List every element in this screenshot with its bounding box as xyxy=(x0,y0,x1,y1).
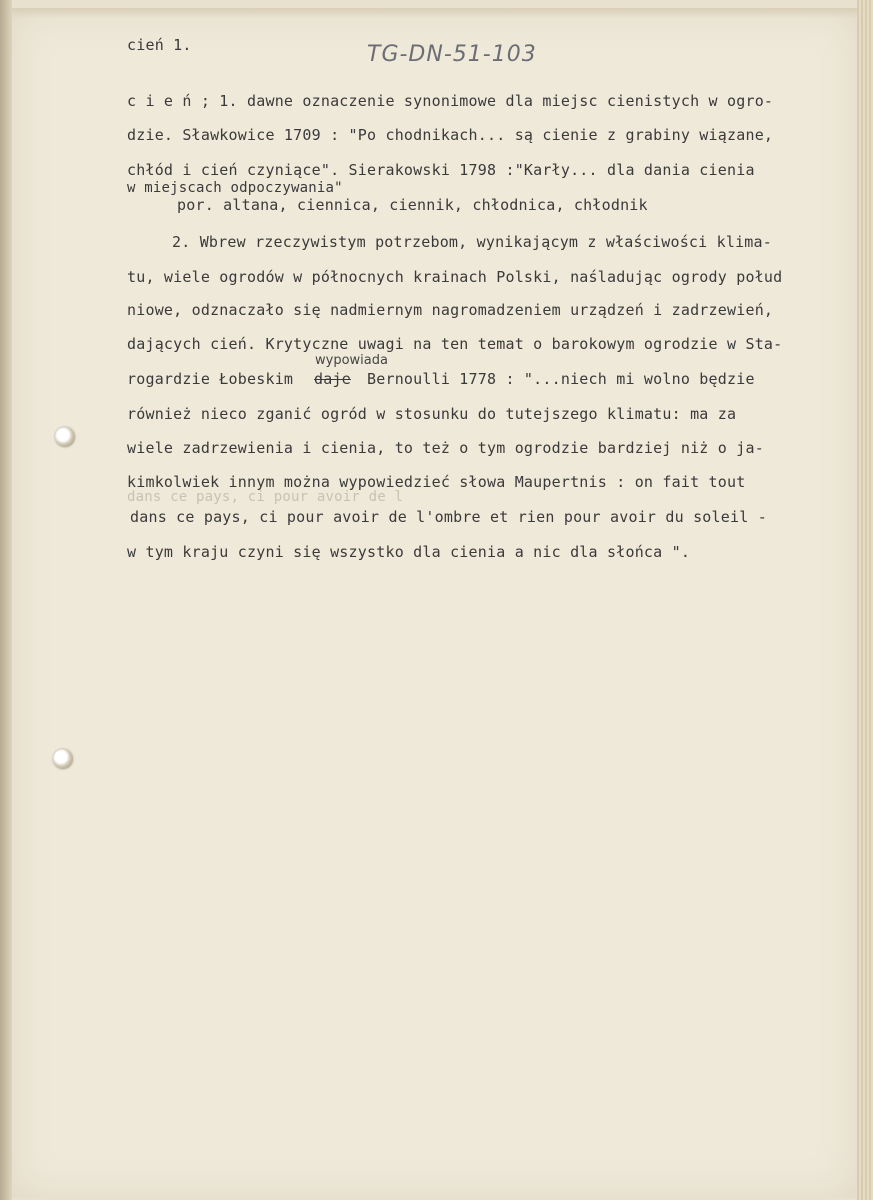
text-line-12: wiele zadrzewienia i cienia, to też o tym ogrodzie bardziej niż o ja- xyxy=(127,439,764,457)
text-line-11: również nieco zganić ogród w stosunku do tutejszego klimatu: ma za xyxy=(127,405,737,423)
text-line-15: w tym kraju czyni się wszystko dla cienia a nic dla słońca ". xyxy=(127,543,691,561)
text-line-7: tu, wiele ogrodów w północnych krainach Polski, naśladując ogrody połud xyxy=(127,268,783,286)
archive-signature: TG-DN-51-103 xyxy=(367,42,537,67)
struck-word: daje xyxy=(314,370,351,388)
binder-hole-upper xyxy=(55,427,75,447)
text-line-3: chłód i cień czyniące". Sierakowski 1798 :"Karły... dla dania cienia xyxy=(127,161,755,179)
document-page xyxy=(12,8,857,1198)
left-paper-edge xyxy=(0,0,12,1200)
text-line-10a: rogardzie Łobeskim xyxy=(127,370,294,388)
text-line-2: dzie. Sławkowice 1709 : "Po chodnikach... są cienie z grabiny wiązane, xyxy=(127,126,774,144)
entry-label: cień 1. xyxy=(127,36,192,54)
page-stack-edge xyxy=(857,0,873,1200)
binder-hole-lower xyxy=(53,749,73,769)
text-line-14: dans ce pays, ci pour avoir de l'ombre et rien pour avoir du soleil - xyxy=(130,508,767,526)
text-line-13: kimkolwiek innym można wypowiedzieć słowa Maupertnis : on fait tout xyxy=(127,473,746,491)
inserted-word: wypowiada xyxy=(315,353,388,368)
faint-struck-line: dans ce pays, ci pour avoir de l xyxy=(127,489,404,505)
text-line-1: c i e ń ; 1. dawne oznaczenie synonimowe dla miejsc cienistych w ogro- xyxy=(127,92,774,110)
text-line-6: 2. Wbrew rzeczywistym potrzebom, wynikającym z właściwości klima- xyxy=(172,233,772,251)
text-line-5: por. altana, ciennica, ciennik, chłodnica, chłodnik xyxy=(177,196,648,214)
text-line-10b: Bernoulli 1778 : "...niech mi wolno będzie xyxy=(367,370,755,388)
text-line-4: w miejscach odpoczywania" xyxy=(127,180,343,196)
text-line-8: niowe, odznaczało się nadmiernym nagromadzeniem urządzeń i zadrzewień, xyxy=(127,301,774,319)
text-line-9: dających cień. Krytyczne uwagi na ten temat o barokowym ogrodzie w Sta- xyxy=(127,335,783,353)
